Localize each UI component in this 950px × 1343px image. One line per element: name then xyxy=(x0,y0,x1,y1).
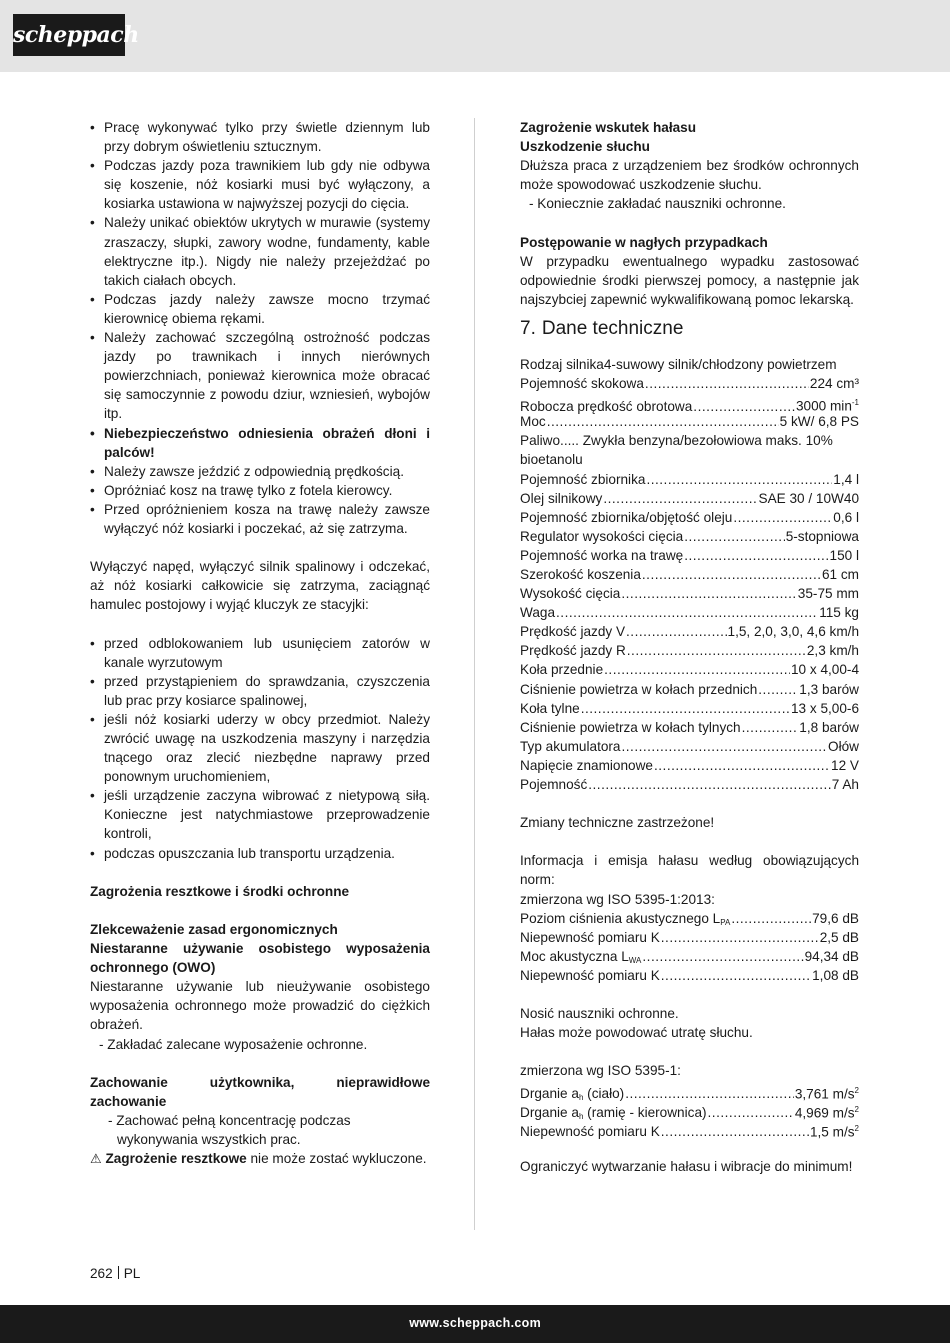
spec-label xyxy=(520,737,621,756)
heading-emergency: Postępowanie w nagłych przypadkach xyxy=(520,234,768,250)
spec-label-text: Koła przednie xyxy=(520,662,604,678)
spec-row xyxy=(520,1119,859,1138)
spec-label xyxy=(520,775,587,794)
spec-row xyxy=(520,775,859,794)
ear-protection-instruction: - Koniecznie zakładać nauszniki ochronne. xyxy=(529,196,786,212)
spec-label-text: Drganie a xyxy=(520,1086,579,1102)
spec-label xyxy=(520,584,620,603)
list-item: • Należy zachować szczególną ostrożność podczas jazdy po trawnikach i innych nierównych powierzchniach, ponieważ kierownica może obracać się samoczynnie z powodu dziur, wzniesień, wybojów itp. xyxy=(90,328,430,423)
noise-table xyxy=(520,909,859,985)
spec-value-text: 10 x 4,00-4 xyxy=(790,662,859,678)
spec-value xyxy=(819,603,859,622)
spec-row xyxy=(520,565,859,584)
spec-value: 224 cm³ xyxy=(809,376,859,392)
concentration-instruction: - Zachować pełną koncentrację podczas wykonywania wszystkich prac. xyxy=(108,1112,351,1147)
page-language: PL xyxy=(123,1266,141,1281)
spec-label xyxy=(520,660,603,679)
spec-value xyxy=(728,622,859,641)
technical-changes-note: Zmiany techniczne zastrzeżone! xyxy=(520,815,715,831)
spec-label-text: Ciśnienie powietrza w kołach tylnych xyxy=(520,719,741,735)
spec-label-text: Pojemność zbiornika xyxy=(520,471,646,487)
spec-value xyxy=(832,775,859,794)
hearing-paragraph: Dłuższa praca z urządzeniem bez środków ochronnych może spowodować uszkodzenie słuchu. xyxy=(520,158,859,193)
spec-value xyxy=(759,489,860,508)
section-title xyxy=(520,317,859,341)
list-item: • przed odblokowaniem lub usunięciem zatorów w kanale wyrzutowym xyxy=(90,634,430,672)
spec-row xyxy=(520,584,859,603)
spec-unit-sup: 2 xyxy=(854,1104,859,1114)
spec-value-text: Ołów xyxy=(828,738,859,754)
spec-engine xyxy=(520,355,859,374)
page-header xyxy=(0,0,950,72)
spec-label: Paliwo xyxy=(520,433,561,449)
heading-residual-risks: Zagrożenia resztkowe i środki ochronne xyxy=(90,883,350,899)
spec-row xyxy=(520,374,859,393)
spec-value-text: 7 Ah xyxy=(831,777,859,792)
website-link[interactable]: www.scheppach.com xyxy=(409,1316,541,1330)
spec-label-text: Pojemność worka na trawę xyxy=(520,547,684,563)
spec-label-text: Szerokość koszenia xyxy=(520,566,641,582)
spec-value-text: 1,4 l xyxy=(833,471,859,487)
ear-protection-note: Nosić nauszniki ochronne. xyxy=(520,1006,679,1022)
spec-label-text: Olej silnikowy xyxy=(520,490,603,506)
spec-value-text: 2,5 dB xyxy=(819,929,859,945)
spec-value-text: 4,969 m/s xyxy=(794,1105,855,1121)
spec-row xyxy=(520,966,859,985)
ppe-paragraph: Niestaranne używanie lub nieużywanie osobistego wyposażenia ochronnego może prowadzić do ciężkich obrażeń. xyxy=(90,979,430,1033)
spec-value xyxy=(820,928,859,947)
spec-label xyxy=(520,603,555,622)
spec-value xyxy=(822,565,859,584)
spec-table xyxy=(520,470,859,795)
vibration-standard: zmierzona wg ISO 5395-1: xyxy=(520,1063,681,1079)
spec-label xyxy=(520,756,653,775)
spec-label-text: Wysokość cięcia xyxy=(520,586,621,602)
spec-row xyxy=(520,508,859,527)
spec-label-text: Poziom ciśnienia akustycznego L xyxy=(520,910,721,926)
spec-value xyxy=(805,947,859,966)
spec-value: 4-suwowy silnik/chłodzony powietrzem xyxy=(603,356,837,372)
spec-label xyxy=(520,680,757,699)
spec-row xyxy=(520,641,859,660)
spec-value-text: 5-stopniowa xyxy=(785,528,859,544)
spec-value xyxy=(810,1119,859,1142)
spec-value: ..... Zwykła benzyna/bezołowiowa maks. 10% bioetanolu xyxy=(520,433,833,468)
spec-value-text: 115 kg xyxy=(819,605,859,621)
spec-value xyxy=(830,546,859,565)
spec-label-suffix: (ramię - kierownica) xyxy=(583,1105,707,1121)
spec-value-text: 61 cm xyxy=(821,566,859,582)
spec-label xyxy=(520,622,625,641)
noise-standard: zmierzona wg ISO 5395-1:2013: xyxy=(520,891,715,907)
spec-value xyxy=(831,756,859,775)
spec-label xyxy=(520,489,602,508)
spec-label-text: Regulator wysokości cięcia xyxy=(520,528,684,544)
spec-value xyxy=(786,527,859,546)
spec-value-text: 94,34 dB xyxy=(804,948,859,964)
brand-logo: scheppach xyxy=(13,14,125,56)
spec-label xyxy=(520,699,580,718)
residual-risk-bold: Zagrożenie resztkowe xyxy=(105,1151,247,1167)
spec-label-text: Drganie a xyxy=(520,1105,579,1121)
spec-value-text: 2,3 km/h xyxy=(806,643,859,659)
spec-label: Pojemność skokowa xyxy=(520,376,644,392)
spec-value-text: 1,08 dB xyxy=(812,967,859,983)
section-title-text: Dane techniczne xyxy=(541,317,684,339)
safety-bullets xyxy=(90,118,430,538)
spec-value xyxy=(791,660,859,679)
page-footer xyxy=(0,1305,950,1343)
spec-row xyxy=(520,680,859,699)
spec-label xyxy=(520,641,626,660)
spec-value-text: 1,5 m/s xyxy=(809,1124,855,1140)
list-item: • Należy unikać obiektów ukrytych w murawie (systemy zraszaczy, słupki, zawory wodne, fundamenty, kable elektryczne itp.). Nigdy nie należy przejeżdżać po takich ciałach obcych. xyxy=(90,213,430,289)
list-item: • podczas opuszczania lub transportu urządzenia. xyxy=(90,844,430,863)
spec-value xyxy=(833,508,859,527)
spec-unit-sup: 2 xyxy=(854,1085,859,1095)
shutdown-bullets xyxy=(90,634,430,863)
spec-label-sub: PA xyxy=(720,917,731,927)
spec-label-sub: h xyxy=(578,1112,584,1122)
spec-label xyxy=(520,527,683,546)
heading-noise-hazard: Zagrożenie wskutek hałasu xyxy=(520,120,697,135)
spec-label xyxy=(520,565,641,584)
spec-row xyxy=(520,393,859,412)
list-item: • jeśli urządzenie zaczyna wibrować z nietypową siłą. Konieczne jest natychmiastowe przeprowadzenie kontroli, xyxy=(90,786,430,843)
shutdown-paragraph: Wyłączyć napęd, wyłączyć silnik spalinowy i odczekać, aż nóż kosiarki całkowicie się zatrzyma, zaciągnąć hamulec postojowy i wyjąć kluczyk ze stacyjki: xyxy=(90,559,430,613)
page-number-value: 262 xyxy=(90,1266,113,1281)
spec-label xyxy=(520,1122,660,1141)
ppe-instruction: - Zakładać zalecane wyposażenie ochronne. xyxy=(99,1036,368,1052)
spec-label xyxy=(520,508,732,527)
heading-user-behaviour: Zachowanie użytkownika, nieprawidłowe zachowanie xyxy=(90,1074,430,1109)
spec-label xyxy=(520,470,645,489)
spec-label-text: Prędkość jazdy R xyxy=(520,643,626,659)
spec-row xyxy=(520,470,859,489)
spec-label: Robocza prędkość obrotowa xyxy=(520,398,693,414)
spec-row xyxy=(520,718,859,737)
list-item: • przed przystąpieniem do sprawdzania, czyszczenia lub prac przy kosiarce spalinowej, xyxy=(90,672,430,710)
list-item: • Podczas jazdy należy zawsze mocno trzymać kierownicę obiema rękami. xyxy=(90,290,430,328)
spec-value-text: 79,6 dB xyxy=(812,910,859,926)
spec-row xyxy=(520,756,859,775)
spec-value-text: 35-75 mm xyxy=(797,586,859,602)
spec-label-text: Waga xyxy=(520,605,556,621)
spec-label: Rodzaj silnika xyxy=(520,356,604,372)
spec-label-text: Prędkość jazdy V xyxy=(520,624,626,640)
spec-label-text: Ciśnienie powietrza w kołach przednich xyxy=(520,681,758,697)
spec-label xyxy=(520,546,683,565)
spec-value: 5 kW/ 6,8 PS xyxy=(779,414,859,430)
spec-row xyxy=(520,1100,859,1122)
list-item: • Należy zawsze jeździć z odpowiednią prędkością. xyxy=(90,462,430,481)
spec-row xyxy=(520,489,859,508)
spec-value-text: 0,6 l xyxy=(833,509,859,525)
heading-hearing-damage: Uszkodzenie słuchu xyxy=(520,139,650,155)
spec-row xyxy=(520,1081,859,1103)
list-item: • Pracę wykonywać tylko przy świetle dziennym lub przy dobrym oświetleniu sztucznym. xyxy=(90,118,430,156)
spec-fuel xyxy=(520,431,859,469)
spec-unit-sup: -1 xyxy=(851,398,859,408)
spec-value-text: 12 V xyxy=(831,757,859,773)
spec-label-sub: h xyxy=(578,1093,584,1103)
spec-row xyxy=(520,699,859,718)
spec-row xyxy=(520,603,859,622)
spec-value xyxy=(812,909,859,928)
spec-row xyxy=(520,947,859,966)
spec-value-text: SAE 30 / 10W40 xyxy=(758,490,859,506)
spec-label-text: Typ akumulatora xyxy=(520,738,621,754)
spec-row xyxy=(520,737,859,756)
spec-value-text: 3000 min xyxy=(795,398,852,414)
spec-value xyxy=(828,737,859,756)
hearing-loss-note: Hałas może powodować utratę słuchu. xyxy=(520,1025,753,1041)
spec-row xyxy=(520,622,859,641)
list-item: • Opróżniać kosz na trawę tylko z fotela kierowcy. xyxy=(90,481,430,500)
spec-value xyxy=(833,470,859,489)
spec-value xyxy=(812,966,859,985)
spec-value xyxy=(791,699,859,718)
closing-note: Ograniczyć wytwarzanie hałasu i wibracje do minimum! xyxy=(520,1158,853,1174)
spec-label xyxy=(520,928,660,947)
spec-row xyxy=(520,546,859,565)
spec-label-text: Pojemność zbiornika/objętość oleju xyxy=(520,509,733,525)
residual-risk-rest: nie może zostać wykluczone. xyxy=(246,1151,427,1167)
spec-row xyxy=(520,928,859,947)
spec-row xyxy=(520,909,859,928)
heading-ppe: Niestaranne używanie osobistego wyposażenia ochronnego (OWO) xyxy=(90,941,430,976)
spec-row xyxy=(520,660,859,679)
left-column xyxy=(90,118,430,1168)
list-item: • jeśli nóż kosiarki uderzy w obcy przedmiot. Należy zwrócić uwagę na uszkodzenia maszyny i narzędzia tnącego oraz zlecić niezbędne naprawy przed ponownym uruchomieniem, xyxy=(90,710,430,786)
spec-value-text: 150 l xyxy=(829,547,859,563)
column-divider xyxy=(474,118,475,1230)
spec-label-suffix: (ciało) xyxy=(583,1086,625,1102)
emergency-paragraph: W przypadku ewentualnego wypadku zastosować odpowiednie środki pierwszej pomocy, a następnie jak najszybciej zapewnić wykwalifikowaną pomoc lekarską. xyxy=(520,253,859,307)
spec-value-text: 3,761 m/s xyxy=(794,1086,855,1102)
vibration-table xyxy=(520,1081,859,1138)
spec-value-text: 1,8 barów xyxy=(799,719,859,735)
spec-value-text: 13 x 5,00-6 xyxy=(790,700,859,716)
section-number: 7. xyxy=(520,317,536,339)
spec-label-sub: WA xyxy=(628,955,642,965)
spec-label-text: Moc akustyczna L xyxy=(520,948,629,964)
spec-label xyxy=(520,966,660,985)
spec-label-text: Pojemność xyxy=(520,777,588,792)
spec-label-text: Niepewność pomiaru K xyxy=(520,929,660,945)
spec-label: Moc xyxy=(520,414,546,430)
spec-label xyxy=(520,718,741,737)
warning-triangle-icon: ⚠ xyxy=(90,1151,102,1167)
spec-label-text: Napięcie znamionowe xyxy=(520,757,653,773)
noise-intro: Informacja i emisja hałasu według obowiązujących norm: xyxy=(520,853,859,888)
right-column xyxy=(520,118,859,1176)
list-item: • Przed opróżnieniem kosza na trawę należy zawsze wyłączyć nóż kosiarki i poczekać, aż się zatrzyma. xyxy=(90,500,430,538)
heading-ergonomics: Zlekceważenie zasad ergonomicznych xyxy=(90,921,338,937)
spec-label-text: Koła tylne xyxy=(520,700,580,716)
spec-row xyxy=(520,412,859,431)
spec-label-text: Niepewność pomiaru K xyxy=(520,1124,660,1140)
spec-value xyxy=(798,584,859,603)
spec-value xyxy=(807,641,859,660)
list-item-warning: • Niebezpieczeństwo odniesienia obrażeń dłoni i palców! xyxy=(90,424,430,462)
page-number xyxy=(90,1266,140,1281)
spec-label-text: Niepewność pomiaru K xyxy=(520,967,660,983)
spec-value xyxy=(799,718,859,737)
spec-value-text: 1,5, 2,0, 3,0, 4,6 km/h xyxy=(727,624,859,640)
spec-value xyxy=(799,680,859,699)
spec-value-text: 1,3 barów xyxy=(799,681,859,697)
list-item: • Podczas jazdy poza trawnikiem lub gdy nie odbywa się koszenie, nóż kosiarki musi być wyłączony, a kosiarka ustawiona w najwyższej pozycji do cięcia. xyxy=(90,156,430,213)
spec-unit-sup: 2 xyxy=(854,1123,859,1133)
residual-risk-note xyxy=(90,1149,430,1168)
spec-row xyxy=(520,527,859,546)
